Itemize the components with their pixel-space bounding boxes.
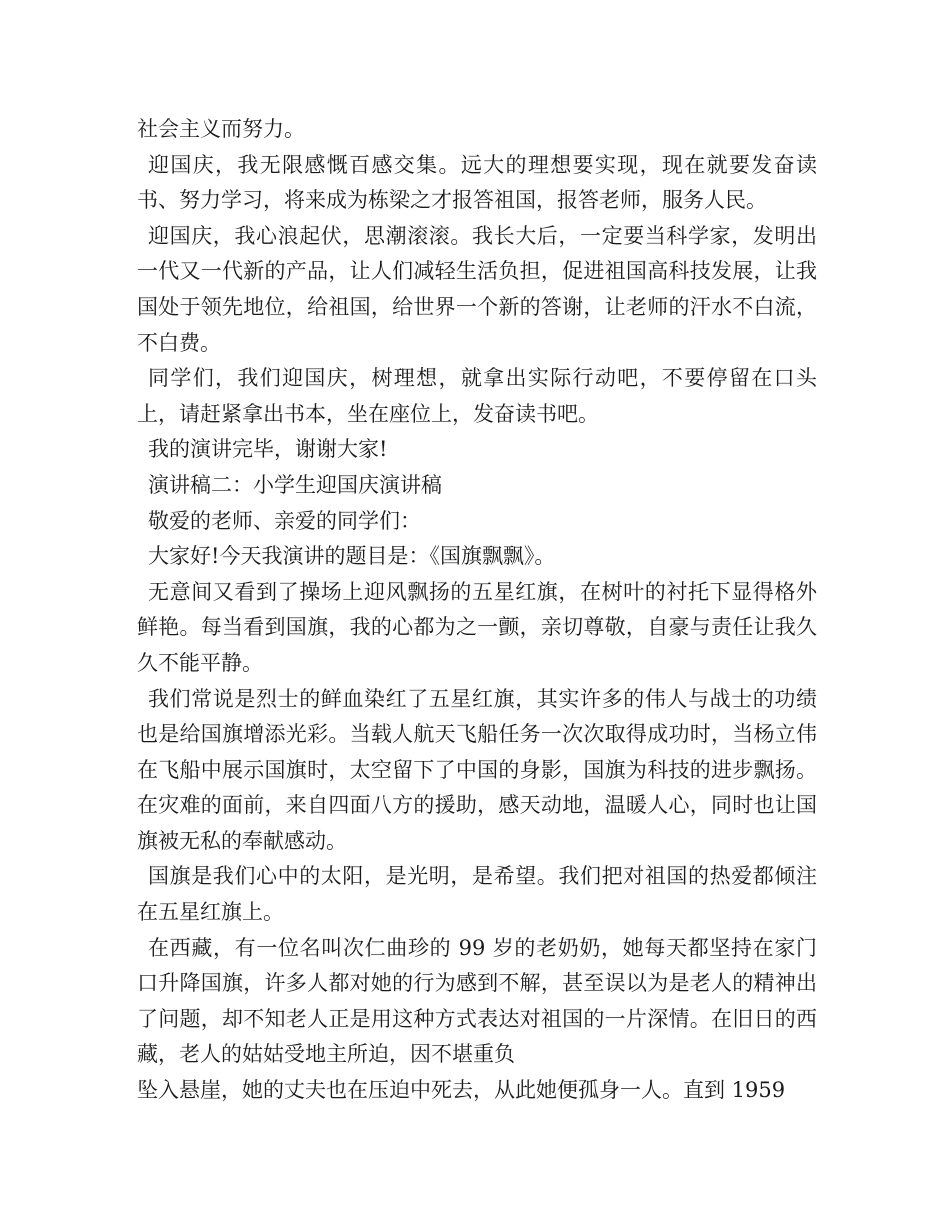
document-body: [137, 112, 817, 1109]
paragraph: 无意间又看到了操场上迎风飘扬的五星红旗，在树叶的衬托下显得格外鲜艳。每当看到国旗，我的心都为之一颤，亲切尊敬，自豪与责任让我久久不能平静。: [137, 579, 817, 675]
paragraph-closing: 我的演讲完毕，谢谢大家!: [148, 437, 388, 462]
paragraph-continuation: 坠入悬崖，她的丈夫也在压迫中死去，从此她便孤身一人。直到 1959: [137, 1078, 786, 1103]
paragraph-continuation: 社会主义而努力。: [137, 117, 305, 141]
paragraph: 同学们，我们迎国庆，树理想，就拿出实际行动吧，不要停留在口头上，请赶紧拿出书本，坐在座位上，发奋读书吧。: [137, 366, 817, 426]
paragraph: 迎国庆，我无限感慨百感交集。远大的理想要实现，现在就要发奋读书、努力学习，将来成为栋梁之才报答祖国，报答老师，服务人民。: [137, 152, 817, 213]
paragraph: 我们常说是烈士的鲜血染红了五星红旗，其实许多的伟人与战士的功绩也是给国旗增添光彩。当载人航天飞船任务一次次取得成功时，当杨立伟在飞船中展示国旗时，太空留下了中国的身影，国旗为科技的进步飘扬。在灾难的面前，来自四面八方的援助，感天动地，温暖人心，同时也让国旗被无私的奉献感动。: [137, 686, 817, 853]
paragraph-greeting: 大家好!今天我演讲的题目是：《国旗飘飘》。: [148, 544, 556, 569]
paragraph: 迎国庆，我心浪起伏，思潮滚滚。我长大后，一定要当科学家，发明出一代又一代新的产品，让人们减轻生活负担，促进祖国高科技发展，让我国处于领先地位，给祖国，给世界一个新的答谢，让老师的汗水不白流，不白费。: [137, 223, 817, 355]
salutation: 敬爱的老师、亲爱的同学们：: [148, 508, 421, 533]
section-heading: 演讲稿二：小学生迎国庆演讲稿: [148, 472, 442, 497]
paragraph: 在西藏，有一位名叫次仁曲珍的 99 岁的老奶奶，她每天都坚持在家门口升降国旗，许多人都对她的行为感到不解，甚至误以为是老人的精神出了问题，却不知老人正是用这种方式表达对祖国的一片深情。在旧日的西藏，老人的姑姑受地主所迫，因不堪重负: [137, 935, 817, 1067]
paragraph: 国旗是我们心中的太阳，是光明，是希望。我们把对祖国的热爱都倾注在五星红旗上。: [137, 864, 817, 925]
